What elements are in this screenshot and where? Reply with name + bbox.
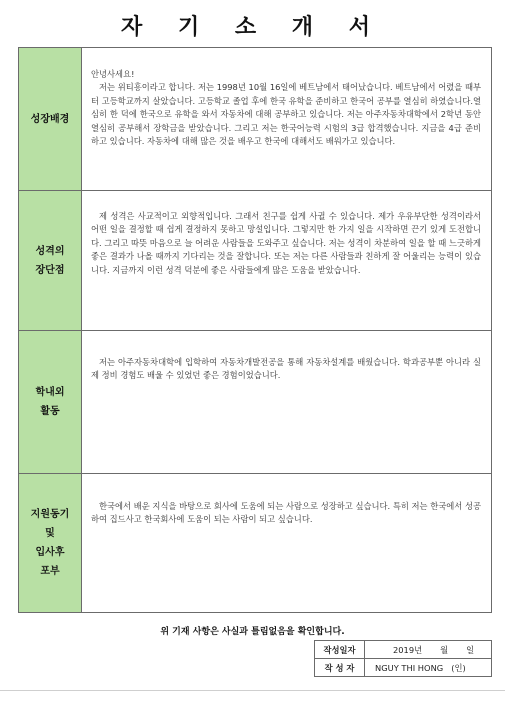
greeting-text: 안녕사세요! — [91, 69, 135, 79]
section-label-line: 성격의 — [35, 245, 65, 257]
section-paragraph: 저는 위티흥이라고 합니다. 저는 1998년 10월 16일에 베트남에서 태어났습니다. 베트남에서 어렸을 때부터 고등학교까지 살았습니다. 고등학교 졸업 후에 한국 유학을 준비하고 한국어 공부를 열심히 하였습니다.열심히 한 덕에 한국으로 유학을 와서 자동차에 대해 공부하고 있습니다. 저는 아주자동차대학에서 2학년 동안 열심히 공부해서 장학금을 받았습니다. 그리고 저는 한국어능력 시험의 3급 합격했습니다. 지금을 4급 준비하고 있습니다. 자동차에 대해 많은 것을 배우고 한국에 대해서도 배워가고 있습니다. — [91, 82, 481, 147]
section-activities — [19, 331, 492, 474]
section-paragraph: 제 성격은 사교적이고 외향적입니다. 그래서 친구를 쉽게 사귈 수 있습니다. 제가 우유부단한 성격이라서 어떤 일을 결정할 때 쉽게 결정하지 못하고 망설입니다. 그렇지만 한 가지 일을 시작하면 끈기 있게 도전합니다. 그리고 따뜻 마음으로 늘 어려운 사람들을 도와주고 싶습니다. 저는 성격이 차분하여 일을 할 때 느긋하게 좋은 결과가 나올 때까지 기다리는 것을 잘합니다. 또는 저는 다른 사람들과 친하게 잘 어울리는 능력이 있습니다. 지금까지 이런 성격 덕분에 좋은 사람들에게 많은 도움을 받았습니다. — [91, 211, 481, 275]
section-label-line: 포부 — [40, 566, 60, 577]
date-day: 일 — [466, 644, 475, 655]
section-label-line: 학내외 — [35, 387, 65, 398]
section-growth-background — [19, 48, 492, 191]
section-label-line: 및 — [45, 528, 55, 539]
date-row — [315, 641, 492, 659]
section-personality — [19, 191, 492, 331]
author-name: NGUY THI HONG — [375, 662, 444, 673]
section-label-line: 입사후 — [35, 547, 65, 558]
section-paragraph: 한국에서 배운 지식을 바탕으로 회사에 도움에 되는 사람으로 성장하고 싶습니다. 특히 저는 한국에서 성공하여 집드사고 한국회사에 도움이 되는 사람이 되고 싶습니다. — [91, 501, 481, 525]
section-label-line: 지원동기 — [30, 509, 70, 520]
section-content — [82, 331, 492, 474]
seal-mark: (인) — [451, 662, 466, 673]
section-paragraph: 저는 아주자동차대학에 입학하여 자동차개발전공을 통해 자동차설계를 배웠습니다. 학과공부뿐 아니라 실제 정비 경험도 배울 수 있었던 좋은 경험이었습니다. — [91, 357, 481, 381]
section-label — [19, 474, 82, 613]
section-label — [19, 331, 82, 474]
self-introduction-form — [18, 47, 492, 613]
page-divider — [0, 690, 505, 691]
document-title: 자 기 소 개 서 — [121, 15, 384, 40]
date-year: 2019년 — [393, 644, 423, 655]
signature-table — [314, 640, 492, 677]
date-value — [365, 641, 492, 659]
section-label-line: 활동 — [40, 406, 60, 417]
date-label: 작성일자 — [315, 641, 365, 659]
author-value — [365, 659, 492, 677]
author-row — [315, 659, 492, 677]
section-content — [82, 474, 492, 613]
section-label — [19, 48, 82, 191]
author-label: 작 성 자 — [315, 659, 365, 677]
section-label — [19, 191, 82, 331]
section-label-line: 성장배경 — [30, 113, 70, 125]
section-label-line: 장단점 — [35, 264, 65, 276]
section-motivation — [19, 474, 492, 613]
date-month: 월 — [440, 644, 449, 655]
confirmation-statement: 위 기재 사항은 사실과 틀림없음을 확인합니다. — [160, 627, 345, 637]
section-content — [82, 48, 492, 191]
section-content — [82, 191, 492, 331]
